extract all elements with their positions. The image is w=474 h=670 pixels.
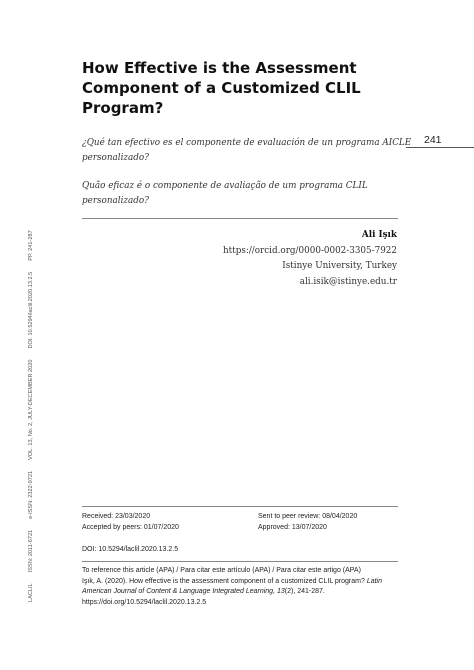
author-affiliation: Istinye University, Turkey — [282, 261, 397, 271]
approved-date: Approved: 13/07/2020 — [258, 523, 327, 531]
article-dates — [82, 512, 398, 533]
sidebar-text-run — [24, 222, 38, 602]
author-email-link[interactable]: ali.isik@istinye.edu.tr — [299, 276, 397, 287]
peer-review-date: Sent to peer review: 08/04/2020 — [258, 513, 358, 520]
spanish-title: ¿Qué tan efectivo es el componente de evaluación de un programa AICLE personalizado? — [82, 138, 412, 163]
sidebar-volume: VOL. 13, No. 2, JULY-DECEMBER 2020 — [28, 359, 34, 460]
received-date: Received: 23/03/2020 — [82, 513, 151, 520]
sidebar-metadata — [24, 222, 38, 602]
doi-line: DOI: 10.5294/laclil.2020.13.2.5 — [82, 546, 179, 553]
title-separator — [82, 218, 398, 219]
author-block — [223, 228, 397, 290]
portuguese-title: Quão eficaz é o componente de avaliação de um programa CLIL personalizado? — [82, 181, 368, 206]
dates-separator — [82, 506, 398, 507]
reference-block — [82, 566, 400, 608]
reference-heading: To reference this article (APA) / Para citar este artículo (APA) / Para citar este artigo (APA) — [82, 567, 361, 574]
article-title: How Effective is the Assessment Component of a Customized CLIL Program? — [82, 59, 361, 117]
sidebar-journal: LACLIL — [28, 583, 34, 602]
page-number: 241 — [424, 134, 442, 146]
page-number-rule — [406, 147, 474, 148]
sidebar-eissn: e-ISSN: 2322-9721 — [28, 470, 34, 519]
citation-end[interactable]: (2), 241-287. https://doi.org/10.5294/laclil.2020.13.2.5 — [82, 588, 325, 606]
dates-row — [82, 512, 398, 523]
citation-start: Işık, A. (2020). How effective is the assessment component of a customized CLIL program? — [82, 577, 367, 585]
reference-citation — [82, 577, 400, 609]
author-name: Ali Işık — [361, 230, 397, 240]
reference-separator — [82, 561, 398, 562]
sidebar-issn: ISSN: 2011-6721 — [28, 529, 34, 573]
author-orcid-link[interactable]: https://orcid.org/0000-0002-3305-7922 — [222, 245, 397, 256]
sidebar-doi: DOI: 10.5294/laclil.2020.13.2.5 — [28, 271, 34, 349]
dates-row — [82, 523, 398, 534]
citation-journal: Latin American Journal of Content & Language Integrated Learning, 13 — [82, 577, 382, 595]
sidebar-pages: PP. 241-287 — [28, 230, 34, 261]
accepted-date: Accepted by peers: 01/07/2020 — [82, 523, 179, 531]
